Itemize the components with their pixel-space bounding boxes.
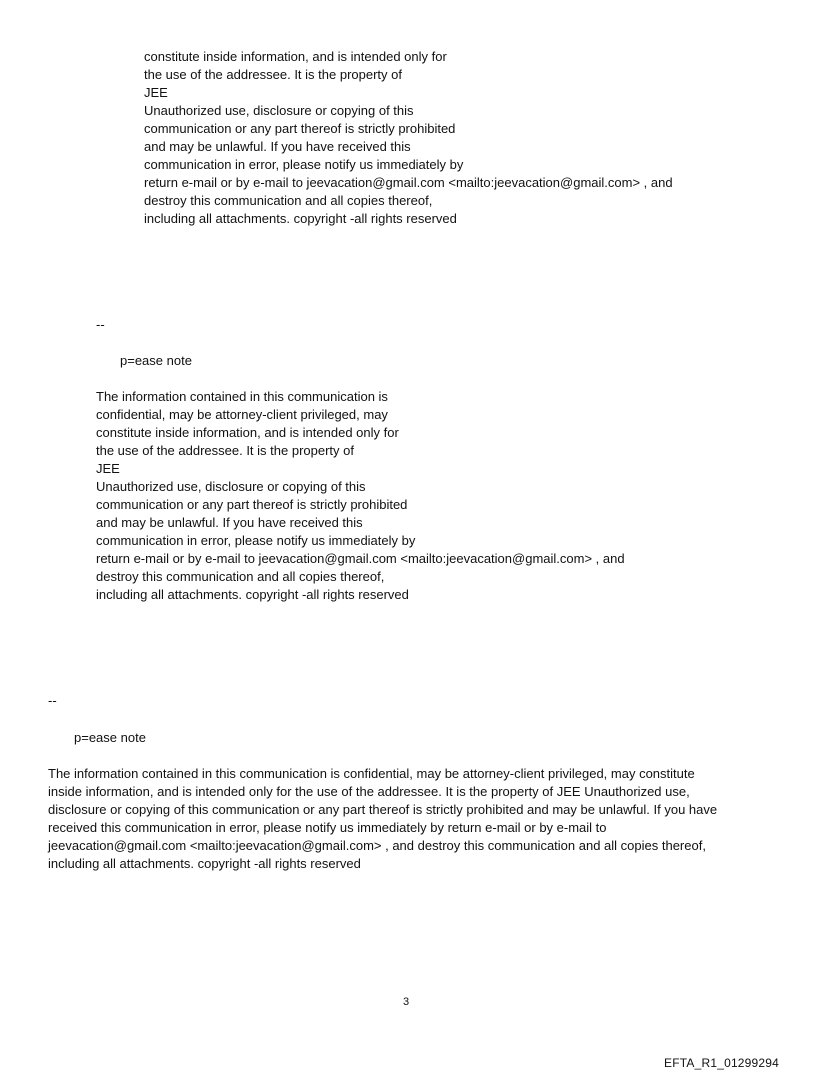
- text-line: including all attachments. copyright -all rights reserved: [96, 587, 409, 602]
- text-line: destroy this communication and all copies thereof,: [144, 193, 433, 208]
- text-line: received this communication in error, please notify us immediately by return e-mail or by e-mail to: [48, 820, 607, 835]
- text-line: the use of the addressee. It is the property of: [144, 67, 402, 82]
- text-line: communication in error, please notify us immediately by: [96, 533, 416, 548]
- document-id: EFTA_R1_01299294: [664, 1056, 780, 1070]
- text-line: constitute inside information, and is intended only for: [144, 49, 447, 64]
- text-line: jeevacation@gmail.com <mailto:jeevacation@gmail.com> , and destroy this communication and all copies thereof,: [48, 838, 706, 853]
- text-line: communication or any part thereof is strictly prohibited: [96, 497, 408, 512]
- text-line: communication or any part thereof is strictly prohibited: [144, 121, 456, 136]
- text-line: The information contained in this communication is confidential, may be attorney-client privileged, may constitute: [48, 766, 695, 781]
- text-line: including all attachments. copyright -all rights reserved: [144, 211, 457, 226]
- text-line: and may be unlawful. If you have received this: [96, 515, 363, 530]
- text-line: Unauthorized use, disclosure or copying of this: [96, 479, 366, 494]
- text-line: constitute inside information, and is intended only for: [96, 425, 399, 440]
- text-line: return e-mail or by e-mail to jeevacation@gmail.com <mailto:jeevacation@gmail.com> , and: [96, 551, 625, 566]
- note-heading: p=ease note: [120, 353, 192, 368]
- text-line: JEE: [144, 85, 168, 100]
- text-line: communication in error, please notify us immediately by: [144, 157, 464, 172]
- text-line: including all attachments. copyright -all rights reserved: [48, 856, 361, 871]
- text-line: the use of the addressee. It is the property of: [96, 443, 354, 458]
- text-line: destroy this communication and all copies thereof,: [96, 569, 385, 584]
- page-number: 3: [403, 996, 410, 1008]
- text-line: return e-mail or by e-mail to jeevacation@gmail.com <mailto:jeevacation@gmail.com> , and: [144, 175, 673, 190]
- text-line: The information contained in this communication is: [96, 389, 388, 404]
- text-line: JEE: [96, 461, 120, 476]
- separator: --: [48, 693, 57, 708]
- text-line: inside information, and is intended only for the use of the addressee. It is the property of JEE Unauthorized use,: [48, 784, 690, 799]
- separator: --: [96, 317, 105, 332]
- note-heading: p=ease note: [74, 730, 146, 745]
- text-line: Unauthorized use, disclosure or copying of this: [144, 103, 414, 118]
- text-line: disclosure or copying of this communication or any part thereof is strictly prohibited and may be unlawful. If you have: [48, 802, 718, 817]
- text-line: confidential, may be attorney-client privileged, may: [96, 407, 388, 422]
- text-line: and may be unlawful. If you have received this: [144, 139, 411, 154]
